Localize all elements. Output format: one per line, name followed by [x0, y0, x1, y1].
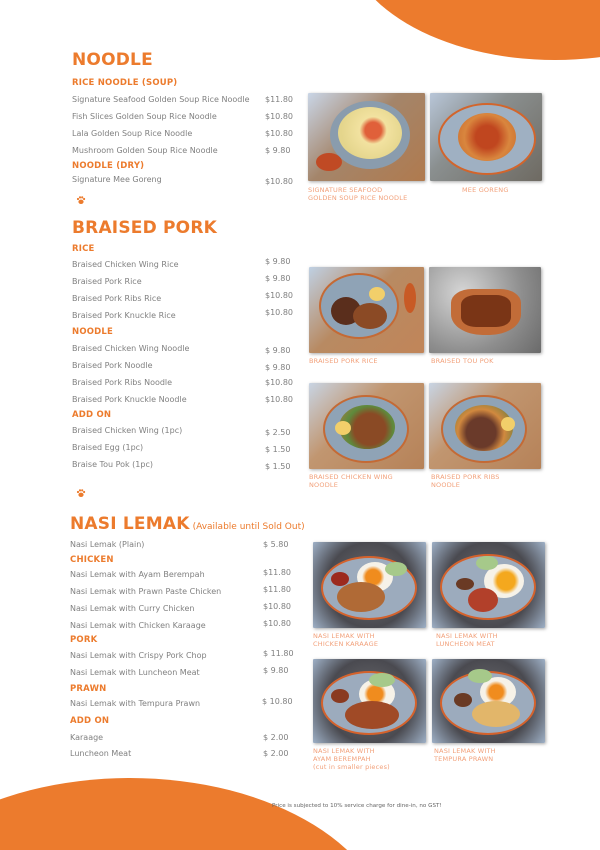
menu-item — [70, 602, 291, 613]
item-name: Nasi Lemak with Luncheon Meat — [70, 668, 200, 677]
menu-item — [70, 585, 291, 596]
item-name: Karaage — [70, 733, 104, 742]
item-name: Braised Pork Knuckle Noodle — [72, 395, 187, 404]
item-price: $10.80 — [263, 602, 291, 611]
item-price: $ 2.00 — [263, 733, 289, 742]
menu-item — [70, 666, 289, 677]
item-price: $10.80 — [265, 291, 293, 300]
item-price: $ 2.50 — [265, 428, 291, 437]
item-price: $10.80 — [265, 378, 293, 387]
subhead-rice: RICE — [72, 244, 95, 254]
item-price: $10.80 — [265, 112, 293, 121]
subhead-chicken: CHICKEN — [70, 555, 114, 565]
item-name: Nasi Lemak with Ayam Berempah — [70, 570, 205, 579]
paw-icon — [76, 488, 86, 498]
menu-item — [72, 257, 291, 269]
item-price: $11.80 — [265, 95, 293, 104]
item-price: $ 11.80 — [263, 649, 294, 658]
item-name: Braised Pork Ribs Rice — [72, 294, 162, 303]
paw-icon — [76, 195, 86, 205]
item-price: $ 9.80 — [265, 146, 291, 155]
item-price: $ 1.50 — [265, 462, 291, 471]
menu-item — [72, 146, 291, 155]
photo-braised-tou-pok — [429, 267, 541, 353]
photo-nasi-lemak-luncheon-meat — [432, 542, 545, 628]
item-price: $ 9.80 — [265, 257, 291, 266]
service-charge-note: Price is subjected to 10% service charge for dine-in, no GST! — [272, 803, 442, 809]
item-price: $ 9.80 — [265, 363, 291, 372]
menu-item — [72, 460, 291, 471]
item-name: Nasi Lemak with Crispy Pork Chop — [70, 651, 207, 660]
menu-item — [70, 649, 294, 660]
photo-braised-pork-ribs-noodle — [429, 383, 541, 469]
subhead-noodle-dry: NOODLE (DRY) — [72, 161, 145, 171]
subhead-add-on: ADD ON — [70, 716, 110, 726]
item-price: $10.80 — [265, 129, 293, 138]
decorative-orange-blob-bottom — [0, 778, 390, 850]
subhead-noodle: NOODLE — [72, 327, 114, 337]
item-name: Nasi Lemak with Prawn Paste Chicken — [70, 587, 222, 596]
menu-item — [72, 175, 293, 186]
item-price: $10.80 — [265, 395, 293, 404]
item-price: $11.80 — [263, 585, 291, 594]
item-name: Braised Chicken Wing Noodle — [72, 344, 190, 353]
item-price: $10.80 — [265, 177, 293, 186]
subhead-rice-noodle-soup: RICE NOODLE (SOUP) — [72, 78, 178, 88]
photo-nasi-lemak-chicken-karaage — [313, 542, 426, 628]
menu-item — [72, 112, 293, 121]
photo-mee-goreng — [430, 93, 542, 181]
section-title-noodle: NOODLE — [72, 50, 153, 70]
item-name: Nasi Lemak with Curry Chicken — [70, 604, 195, 613]
menu-item — [72, 344, 291, 355]
item-name: Signature Seafood Golden Soup Rice Noodle — [72, 95, 250, 104]
menu-item — [70, 619, 291, 630]
photo-caption: NASI LEMAK WITH AYAM BEREMPAH (cut in smaller pieces) — [313, 747, 390, 771]
item-name: Braised Pork Noodle — [72, 361, 153, 370]
item-name: Lala Golden Soup Rice Noodle — [72, 129, 193, 138]
photo-caption: BRAISED TOU POK — [431, 357, 494, 365]
menu-item — [72, 361, 291, 372]
item-price: $ 9.80 — [265, 346, 291, 355]
menu-item — [70, 540, 289, 549]
section-title-nasi-lemak: NASI LEMAK (Available until Sold Out) — [70, 514, 305, 534]
menu-item — [72, 443, 291, 454]
menu-item — [70, 568, 291, 579]
photo-nasi-lemak-ayam-berempah — [313, 659, 426, 743]
subhead-prawn: PRAWN — [70, 684, 107, 694]
item-price: $10.80 — [265, 308, 293, 317]
photo-caption: MEE GORENG — [462, 186, 509, 194]
menu-item — [72, 308, 293, 320]
section-title-braised-pork: BRAISED PORK — [72, 218, 217, 238]
subhead-pork: PORK — [70, 635, 98, 645]
photo-caption: NASI LEMAK WITH LUNCHEON MEAT — [436, 632, 498, 648]
item-price: $ 1.50 — [265, 445, 291, 454]
item-name: Braised Egg (1pc) — [72, 443, 144, 452]
item-name: Braised Pork Knuckle Rice — [72, 311, 176, 320]
menu-item — [72, 426, 291, 437]
item-price: $ 9.80 — [263, 666, 289, 675]
item-name: Braised Chicken Wing Rice — [72, 260, 179, 269]
item-price: $10.80 — [263, 619, 291, 628]
menu-item — [70, 749, 289, 758]
menu-item — [70, 697, 293, 708]
item-price: $ 5.80 — [263, 540, 289, 549]
photo-caption: SIGNATURE SEAFOOD GOLDEN SOUP RICE NOODLE — [308, 186, 408, 202]
item-name: Braise Tou Pok (1pc) — [72, 460, 153, 469]
item-price: $ 9.80 — [265, 274, 291, 283]
decorative-orange-blob-top — [345, 0, 600, 60]
availability-note: (Available until Sold Out) — [192, 522, 305, 532]
item-name: Mushroom Golden Soup Rice Noodle — [72, 146, 218, 155]
item-name: Braised Chicken Wing (1pc) — [72, 426, 183, 435]
menu-item — [72, 291, 293, 303]
menu-item — [72, 95, 293, 104]
photo-caption: NASI LEMAK WITH TEMPURA PRAWN — [434, 747, 496, 763]
item-price: $11.80 — [263, 568, 291, 577]
photo-caption: BRAISED PORK RIBS NOODLE — [431, 473, 500, 489]
item-name: Braised Pork Rice — [72, 277, 142, 286]
photo-braised-chicken-wing-noodle — [309, 383, 424, 469]
photo-caption: NASI LEMAK WITH CHICKEN KARAAGE — [313, 632, 379, 648]
item-name: Braised Pork Ribs Noodle — [72, 378, 173, 387]
item-name: Nasi Lemak with Chicken Karaage — [70, 621, 206, 630]
photo-nasi-lemak-tempura-prawn — [432, 659, 545, 743]
item-name: Nasi Lemak with Tempura Prawn — [70, 699, 201, 708]
menu-item — [70, 733, 289, 742]
menu-item — [72, 274, 291, 286]
item-name: Signature Mee Goreng — [72, 175, 162, 184]
photo-signature-seafood-golden-soup-rice-noodle — [308, 93, 425, 181]
menu-item — [72, 378, 293, 387]
item-name: Nasi Lemak (Plain) — [70, 540, 145, 549]
item-price: $ 10.80 — [262, 697, 293, 706]
photo-braised-pork-rice — [309, 267, 424, 353]
subhead-add-on: ADD ON — [72, 410, 112, 420]
item-name: Luncheon Meat — [70, 749, 132, 758]
photo-caption: BRAISED PORK RICE — [309, 357, 378, 365]
menu-item — [72, 395, 293, 404]
photo-caption: BRAISED CHICKEN WING NOODLE — [309, 473, 393, 489]
item-name: Fish Slices Golden Soup Rice Noodle — [72, 112, 217, 121]
menu-item — [72, 129, 293, 138]
item-price: $ 2.00 — [263, 749, 289, 758]
